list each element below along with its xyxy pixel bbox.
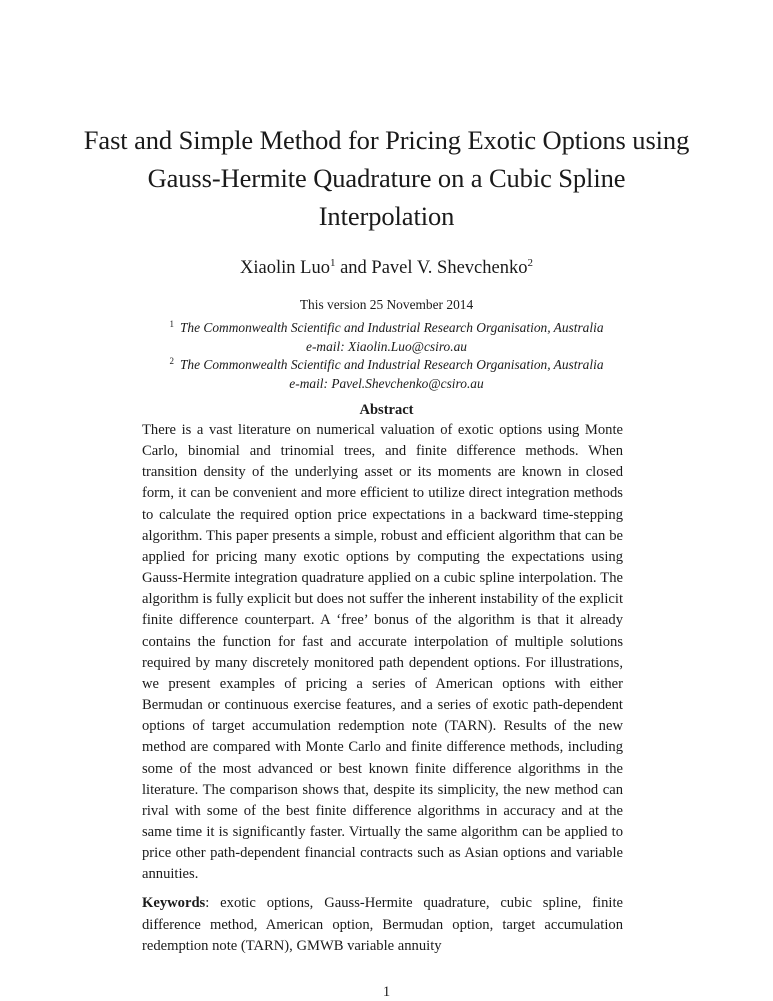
keywords-text: : exotic options, Gauss-Hermite quadrature, cubic spline, finite difference method, American option, Bermudan option, target accumulation redemption note (TARN), GMWB variable annuity [142,895,623,954]
author-1-name: Xiaolin Luo [240,258,330,278]
affiliation-2-email: e-mail: Pavel.Shevchenko@csiro.au [289,376,484,391]
affiliation-1-mark: 1 [169,319,174,329]
keywords-paragraph [142,893,623,958]
author-line [80,255,693,281]
author-separator: and [335,258,372,278]
affiliation-1-org: The Commonwealth Scientific and Industrial Research Organisation, Australia [179,320,604,335]
affiliation-2-org-line [80,355,693,374]
affiliation-1-org-line [80,318,693,337]
version-date: This version 25 November 2014 [299,297,474,312]
affiliation-1-email: e-mail: Xiaolin.Luo@csiro.au [306,339,467,354]
author-2-name: Pavel V. Shevchenko [371,258,528,278]
abstract-body: There is a vast literature on numerical valuation of exotic options using Monte Carlo, binomial and trinomial trees, and finite difference methods. When transition density of the underlying asset or its moments are known in closed form, it can be convenient and more efficient to utilize direct integration methods to calculate the required option price expectations in a backward time-stepping algorithm. This paper presents a simple, robust and efficient algorithm that can be applied for pricing many exotic options by computing the expectations using Gauss-Hermite integration quadrature applied on a cubic spline interpolation. The algorithm is fully explicit but does not suffer the inherent instability of the explicit finite difference counterpart. A ‘free’ bonus of the algorithm is that it already contains the function for fast and accurate interpolation of multiple solutions required by many discretely monitored path dependent options. For illustrations, we present examples of pricing a series of American options with either Bermudan or continuous exercise features, and a series of exotic path-dependent options of target accumulation redemption note (TARN). Results of the new method are compared with Monte Carlo and finite difference methods, including some of the most advanced or best known finite difference algorithms in the literature. The comparison shows that, despite its simplicity, the new method can rival with some of the best finite difference algorithms in accuracy and at the same time it is significantly faster. Virtually the same algorithm can be applied to price other path-dependent financial contracts such as Asian options and variable annuities. [142,422,623,883]
paper-title: Fast and Simple Method for Pricing Exotic Options using Gauss-Hermite Quadrature on a Cubic Spline Interpolation [83,125,690,231]
author-2-mark: 2 [527,257,533,269]
affiliation-2 [80,355,693,393]
keywords-label: Keywords [142,895,206,911]
affiliation-2-org: The Commonwealth Scientific and Industrial Research Organisation, Australia [179,357,604,372]
abstract-heading: Abstract [359,402,414,418]
page-number: 1 [382,984,391,1000]
affiliation-1 [80,318,693,356]
author-1-mark: 1 [329,257,336,269]
affiliation-2-mark: 2 [169,356,174,366]
